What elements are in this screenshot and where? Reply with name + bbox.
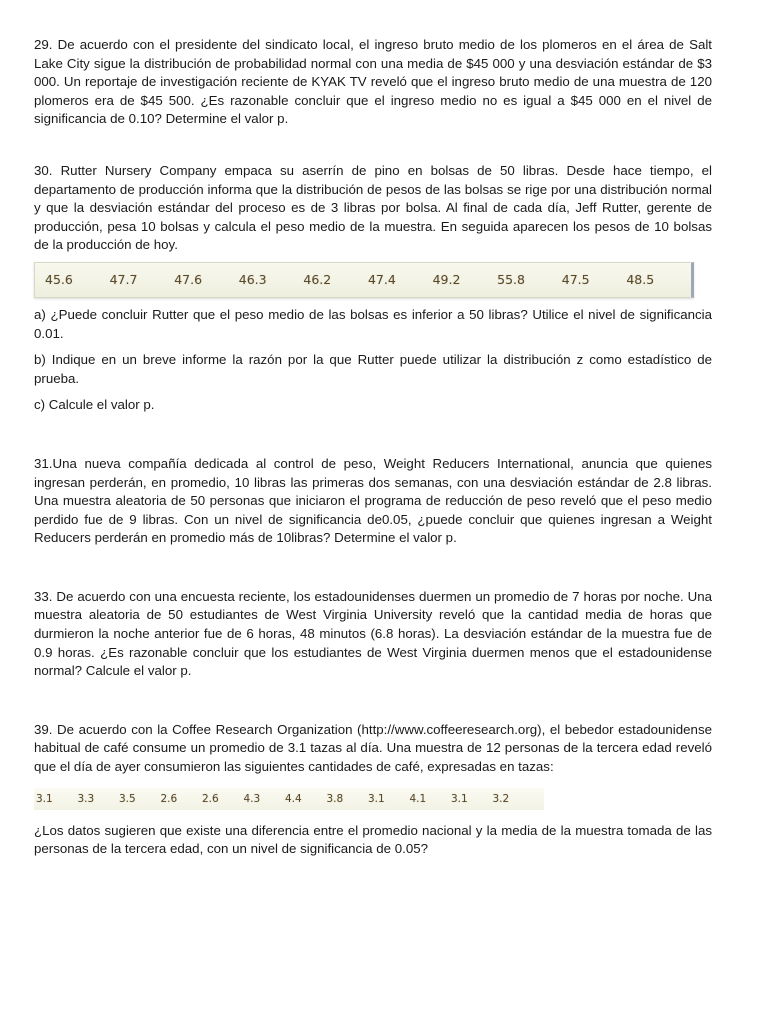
bag-weights-table — [34, 262, 694, 298]
coffee-cups-cell: 3.1 — [451, 792, 468, 805]
coffee-cups-cell: 3.3 — [77, 792, 95, 805]
exercise-sheet — [34, 36, 712, 859]
bag-weight-cell: 47.5 — [561, 272, 590, 288]
coffee-cups-cell: 4.3 — [243, 792, 261, 805]
bag-weight-cell: 47.6 — [174, 272, 203, 288]
bag-weight-cell: 55.8 — [497, 272, 525, 288]
bag-weight-cell: 48.5 — [626, 272, 655, 288]
coffee-cups-cell: 2.6 — [202, 792, 219, 805]
problem-39-text: 39. De acuerdo con la Coffee Research Organization (http://www.coffeeresearch.org), el bebedor estadounidense habitual de café consume un promedio de 3.1 tazas al día. Una muestra de 12 personas de la tercera edad reveló que el día de ayer consumieron las siguientes cantidades de café, expresadas en tazas: — [34, 721, 712, 775]
coffee-cups-cell: 3.1 — [368, 792, 385, 805]
problem-30-text: 30. Rutter Nursery Company empaca su aserrín de pino en bolsas de 50 libras. Desde hace tiempo, el departamento de producción informa que la distribución de pesos de las bolsas se rige por una distribución normal y que la desviación estándar del proceso es de 3 libras por bolsa. Al final de cada día, Jeff Rutter, gerente de producción, pesa 10 bolsas y calcula el peso medio de la muestra. En seguida aparecen los pesos de 10 bolsas de la producción de hoy. — [34, 162, 712, 253]
coffee-cups-cell: 2.6 — [160, 792, 178, 805]
bag-weight-cell: 49.2 — [432, 272, 461, 288]
problem-30-part-c: c) Calcule el valor p. — [34, 397, 155, 413]
problem-30-part-b: b) Indique en un breve informe la razón por la que Rutter puede utilizar la distribución z como estadístico de prueba. — [34, 352, 712, 386]
bag-weight-cell: 47.7 — [109, 272, 138, 288]
problem-29-text: 29. De acuerdo con el presidente del sindicato local, el ingreso bruto medio de los plomeros en el área de Salt Lake City sigue la distribución de probabilidad normal con una media de $45 000 y una desviación estándar de $3 000. Un reportaje de investigación reciente de KYAK TV reveló que el ingreso bruto medio de una muestra de 120 plomeros era de $45 500. ¿Es razonable concluir que el ingreso medio no es igual a $45 000 en el nivel de significancia de 0.10? Determine el valor p. — [34, 37, 712, 127]
coffee-cups-cell: 4.1 — [409, 792, 427, 805]
coffee-cups-cell: 3.2 — [492, 792, 510, 805]
coffee-cups-cell: 3.1 — [36, 792, 53, 805]
coffee-cups-cell: 3.5 — [119, 792, 136, 805]
coffee-cups-cell: 3.8 — [326, 792, 344, 805]
bag-weight-cell: 47.4 — [367, 272, 396, 288]
coffee-cups-cell: 4.4 — [285, 792, 302, 805]
coffee-cups-table — [34, 788, 544, 810]
bag-weight-cell: 46.2 — [303, 272, 332, 288]
problem-39-question: ¿Los datos sugieren que existe una diferencia entre el promedio nacional y la media de la muestra tomada de las personas de la tercera edad, con un nivel de significancia de 0.05? — [34, 822, 712, 857]
problem-30-part-a: a) ¿Puede concluir Rutter que el peso medio de las bolsas es inferior a 50 libras? Utilice el nivel de significancia 0.01. — [34, 306, 712, 341]
bag-weight-cell: 46.3 — [238, 272, 267, 288]
bag-weight-cell: 45.6 — [45, 272, 73, 288]
problem-33-text: 33. De acuerdo con una encuesta reciente, los estadounidenses duermen un promedio de 7 horas por noche. Una muestra aleatoria de 50 estudiantes de West Virginia University reveló que la cantidad media de horas que durmieron la noche anterior fue de 6 horas, 48 minutos (6.8 horas). La desviación estándar de la muestra fue de 0.9 horas. ¿Es razonable concluir que los estudiantes de West Virginia duermen menos que el estadounidense normal? Calcule el valor p. — [34, 588, 712, 679]
problem-31-text: 31.Una nueva compañía dedicada al control de peso, Weight Reducers International, anuncia que quienes ingresan perderán, en promedio, 10 libras las primeras dos semanas, con una desviación estándar de 2.8 libras. Una muestra aleatoria de 50 personas que iniciaron el programa de reducción de peso reveló que el peso medio perdido fue de 9 libras. Con un nivel de significancia de0.05, ¿puede concluir que quienes ingresan a Weight Reducers perderán en promedio más de 10libras? Determine el valor p. — [34, 455, 712, 546]
